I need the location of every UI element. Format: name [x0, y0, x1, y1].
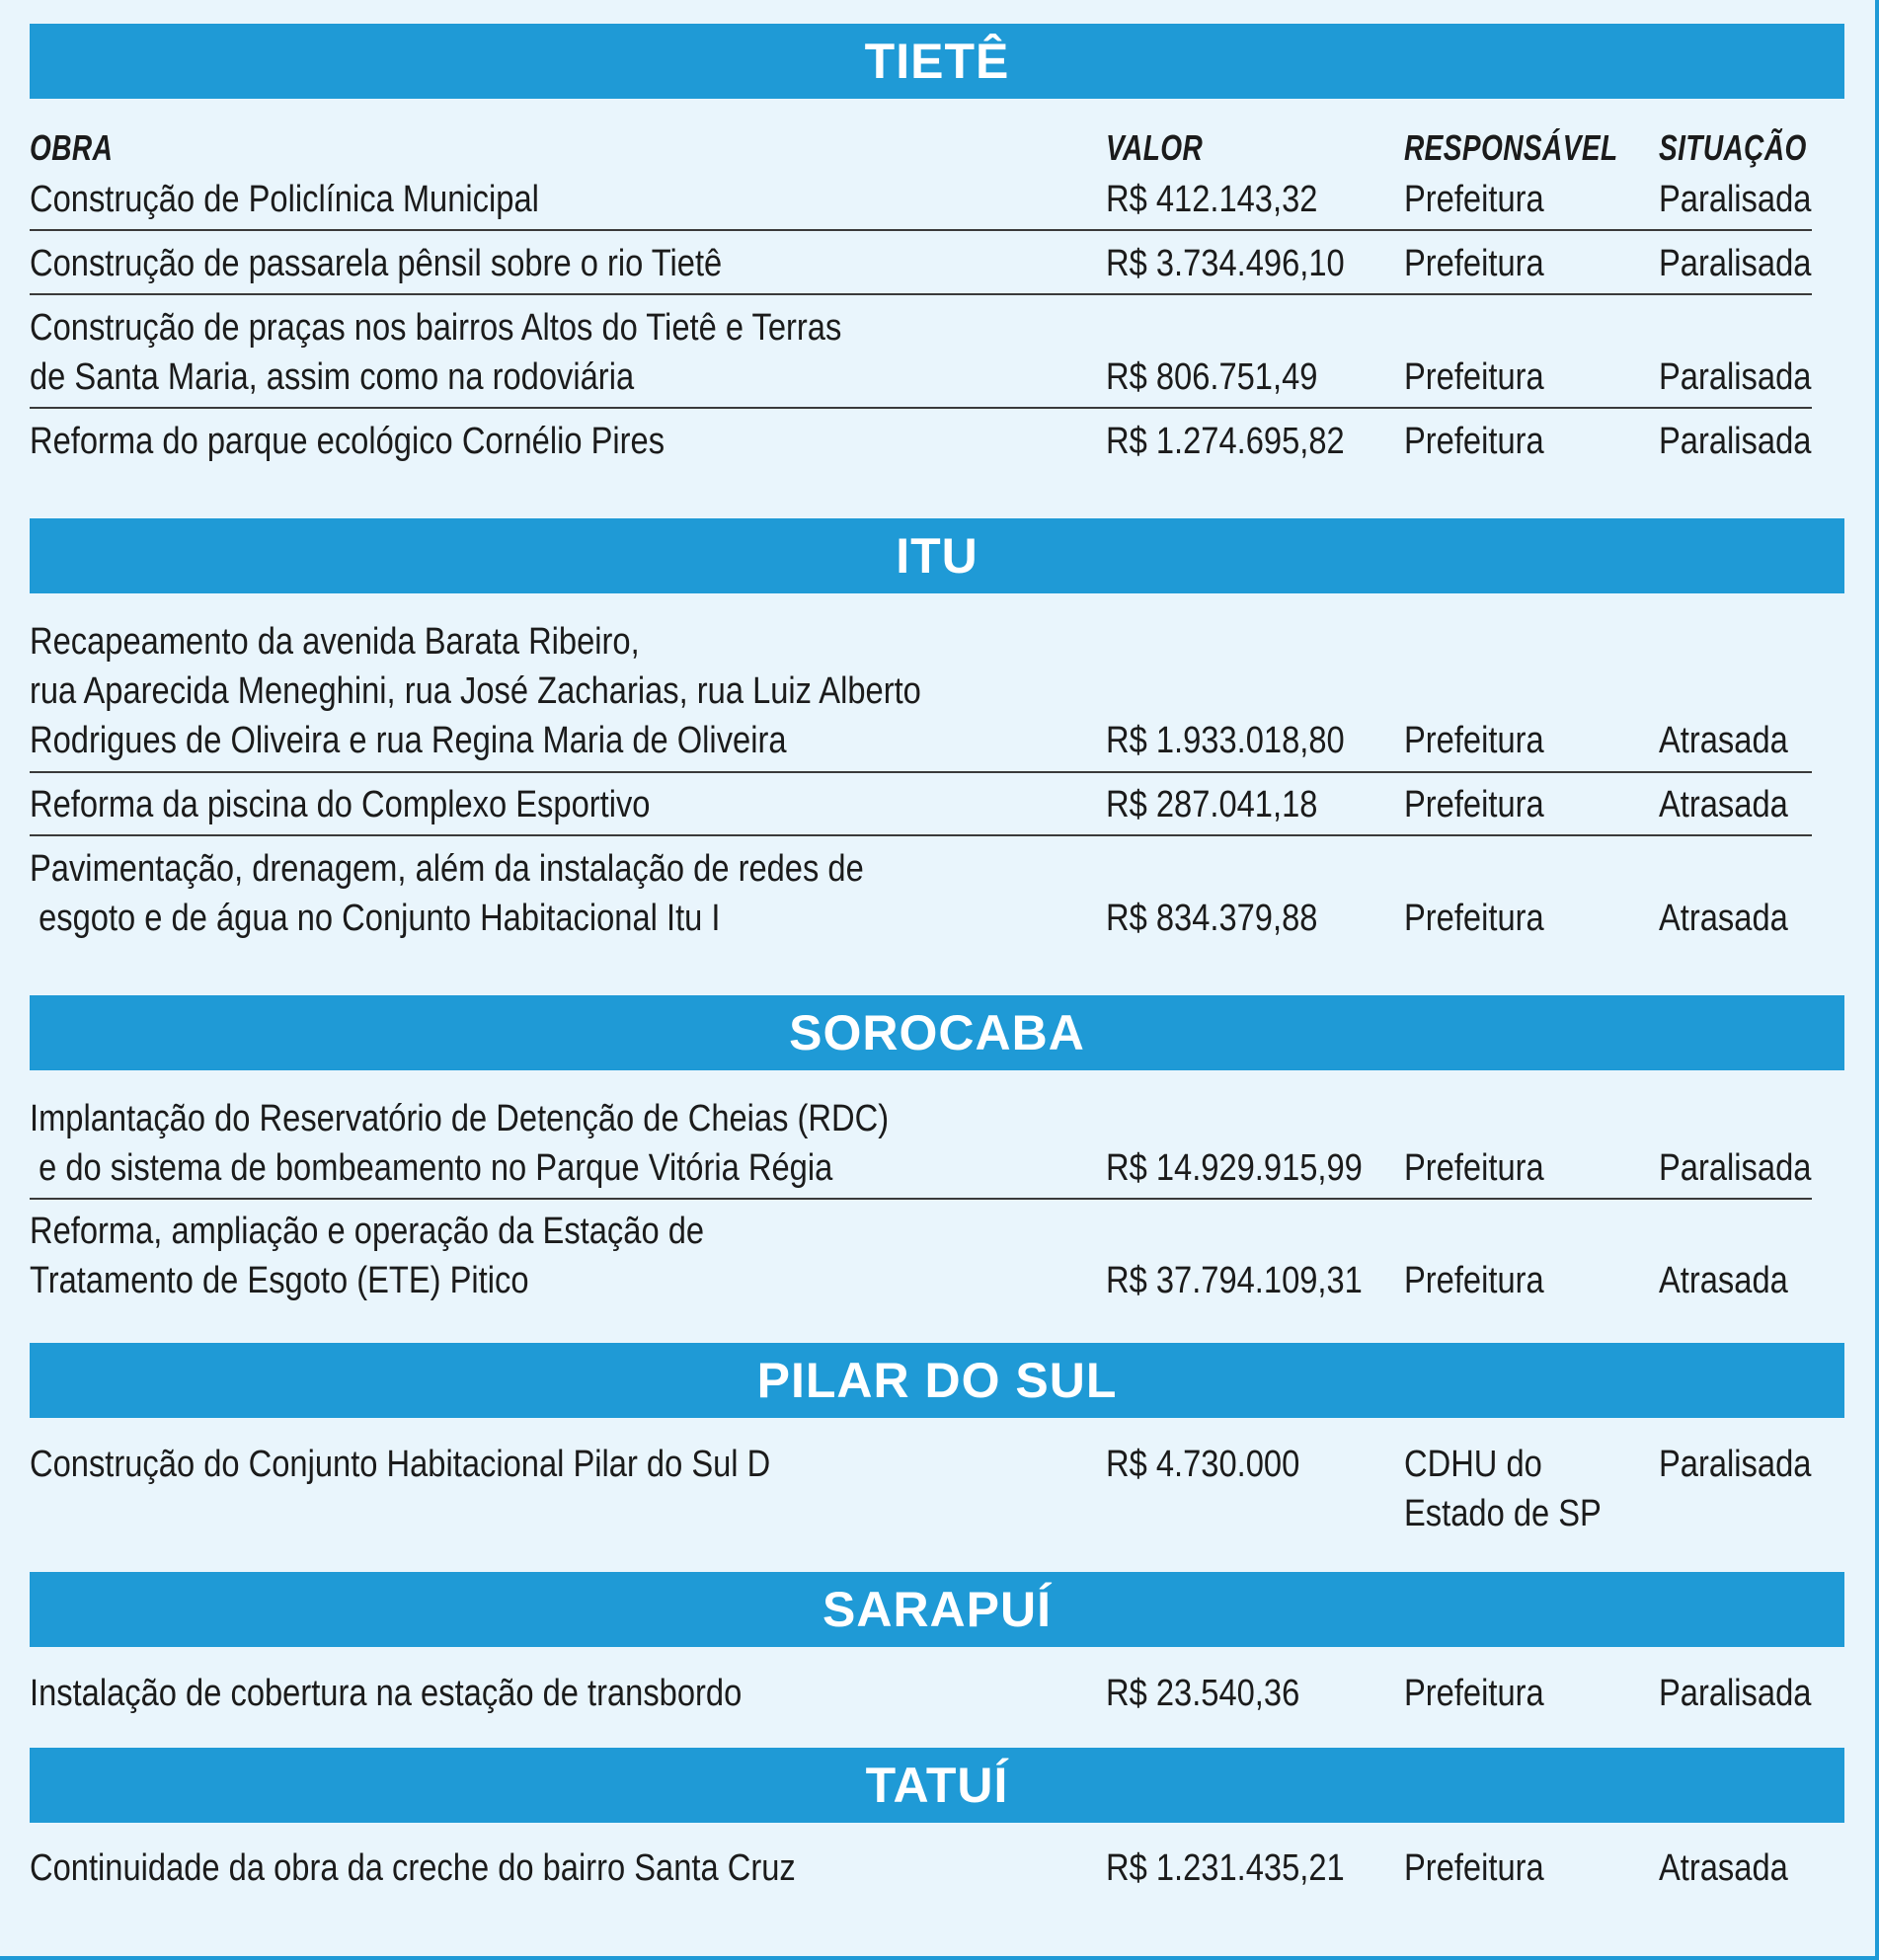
- section-header-tatui: TATUÍ: [30, 1748, 1844, 1823]
- table-row-obra-line: Reforma da piscina do Complexo Esportivo: [30, 784, 651, 825]
- column-header-valor: VALOR: [1106, 127, 1204, 168]
- section-header-pilar-do-sul: PILAR DO SUL: [30, 1343, 1844, 1418]
- table-row-responsavel: Prefeitura: [1404, 1147, 1544, 1189]
- table-row-obra-line: Tratamento de Esgoto (ETE) Pitico: [30, 1260, 529, 1301]
- table-row-valor: R$ 412.143,32: [1106, 179, 1318, 220]
- column-header-situacao: SITUAÇÃO: [1659, 127, 1807, 168]
- table-row-obra-line: Pavimentação, drenagem, além da instalação de redes de: [30, 848, 864, 890]
- table-row-situacao: Paralisada: [1659, 179, 1812, 220]
- row-divider: [30, 834, 1812, 836]
- row-divider: [30, 1198, 1812, 1200]
- table-row-obra-line: Implantação do Reservatório de Detenção de Cheias (RDC): [30, 1098, 890, 1139]
- table-row-responsavel: Prefeitura: [1404, 421, 1544, 462]
- table-row-responsavel: Prefeitura: [1404, 720, 1544, 761]
- table-row-obra-line: esgoto e de água no Conjunto Habitacional Itu I: [30, 898, 721, 939]
- table-row-valor: R$ 806.751,49: [1106, 356, 1318, 398]
- table-row-situacao: Paralisada: [1659, 421, 1812, 462]
- table-row-obra-line: Construção de passarela pênsil sobre o rio Tietê: [30, 243, 723, 284]
- table-row-obra-line: Construção de Policlínica Municipal: [30, 179, 539, 220]
- table-row-obra-line: Reforma, ampliação e operação da Estação de: [30, 1211, 705, 1252]
- table-row-valor: R$ 287.041,18: [1106, 784, 1318, 825]
- table-row-situacao: Atrasada: [1659, 1260, 1788, 1301]
- table-row-obra-line: Instalação de cobertura na estação de transbordo: [30, 1673, 743, 1714]
- table-row-responsavel: Prefeitura: [1404, 243, 1544, 284]
- table-row-obra-line: Construção de praças nos bairros Altos do Tietê e Terras: [30, 307, 842, 349]
- table-row-responsavel: CDHU do: [1404, 1444, 1542, 1485]
- table-row-responsavel: Prefeitura: [1404, 898, 1544, 939]
- table-row-obra-line: de Santa Maria, assim como na rodoviária: [30, 356, 635, 398]
- row-divider: [30, 771, 1812, 773]
- table-row-obra-line: e do sistema de bombeamento no Parque Vitória Régia: [30, 1147, 833, 1189]
- table-row-valor: R$ 1.231.435,21: [1106, 1847, 1345, 1889]
- section-header-sarapui: SARAPUÍ: [30, 1572, 1844, 1647]
- table-row-obra-line: Reforma do parque ecológico Cornélio Pires: [30, 421, 665, 462]
- table-row-situacao: Paralisada: [1659, 243, 1812, 284]
- table-row-valor: R$ 14.929.915,99: [1106, 1147, 1363, 1189]
- column-header-obra: OBRA: [30, 127, 114, 168]
- table-row-responsavel: Prefeitura: [1404, 356, 1544, 398]
- table-row-valor: R$ 23.540,36: [1106, 1673, 1300, 1714]
- section-header-tiete: TIETÊ: [30, 24, 1844, 99]
- table-row-situacao: Atrasada: [1659, 784, 1788, 825]
- table-row-responsavel: Prefeitura: [1404, 1260, 1544, 1301]
- table-row-situacao: Atrasada: [1659, 1847, 1788, 1889]
- table-row-situacao: Atrasada: [1659, 720, 1788, 761]
- table-row-responsavel: Prefeitura: [1404, 179, 1544, 220]
- table-row-obra-line: Recapeamento da avenida Barata Ribeiro,: [30, 621, 640, 663]
- row-divider: [30, 229, 1812, 231]
- table-row-valor: R$ 4.730.000: [1106, 1444, 1300, 1485]
- section-header-sorocaba: SOROCABA: [30, 995, 1844, 1070]
- table-row-obra-line: rua Aparecida Meneghini, rua José Zacharias, rua Luiz Alberto: [30, 670, 921, 712]
- table-row-situacao: Atrasada: [1659, 898, 1788, 939]
- table-row-valor: R$ 37.794.109,31: [1106, 1260, 1363, 1301]
- table-row-obra-line: Construção do Conjunto Habitacional Pilar do Sul D: [30, 1444, 771, 1485]
- row-divider: [30, 293, 1812, 295]
- table-row-responsavel: Prefeitura: [1404, 1673, 1544, 1714]
- table-row-situacao: Paralisada: [1659, 356, 1812, 398]
- table-row-responsavel: Prefeitura: [1404, 1847, 1544, 1889]
- table-row-valor: R$ 3.734.496,10: [1106, 243, 1345, 284]
- table-row-situacao: Paralisada: [1659, 1444, 1812, 1485]
- table-row-situacao: Paralisada: [1659, 1673, 1812, 1714]
- table-row-situacao: Paralisada: [1659, 1147, 1812, 1189]
- section-header-itu: ITU: [30, 518, 1844, 593]
- row-divider: [30, 407, 1812, 409]
- table-row-obra-line: Rodrigues de Oliveira e rua Regina Maria de Oliveira: [30, 720, 787, 761]
- table-row-responsavel: Estado de SP: [1404, 1493, 1602, 1534]
- table-row-valor: R$ 1.274.695,82: [1106, 421, 1345, 462]
- column-header-responsavel: RESPONSÁVEL: [1404, 127, 1618, 168]
- table-row-responsavel: Prefeitura: [1404, 784, 1544, 825]
- table-row-obra-line: Continuidade da obra da creche do bairro Santa Cruz: [30, 1847, 796, 1889]
- table-row-valor: R$ 834.379,88: [1106, 898, 1318, 939]
- table-row-valor: R$ 1.933.018,80: [1106, 720, 1345, 761]
